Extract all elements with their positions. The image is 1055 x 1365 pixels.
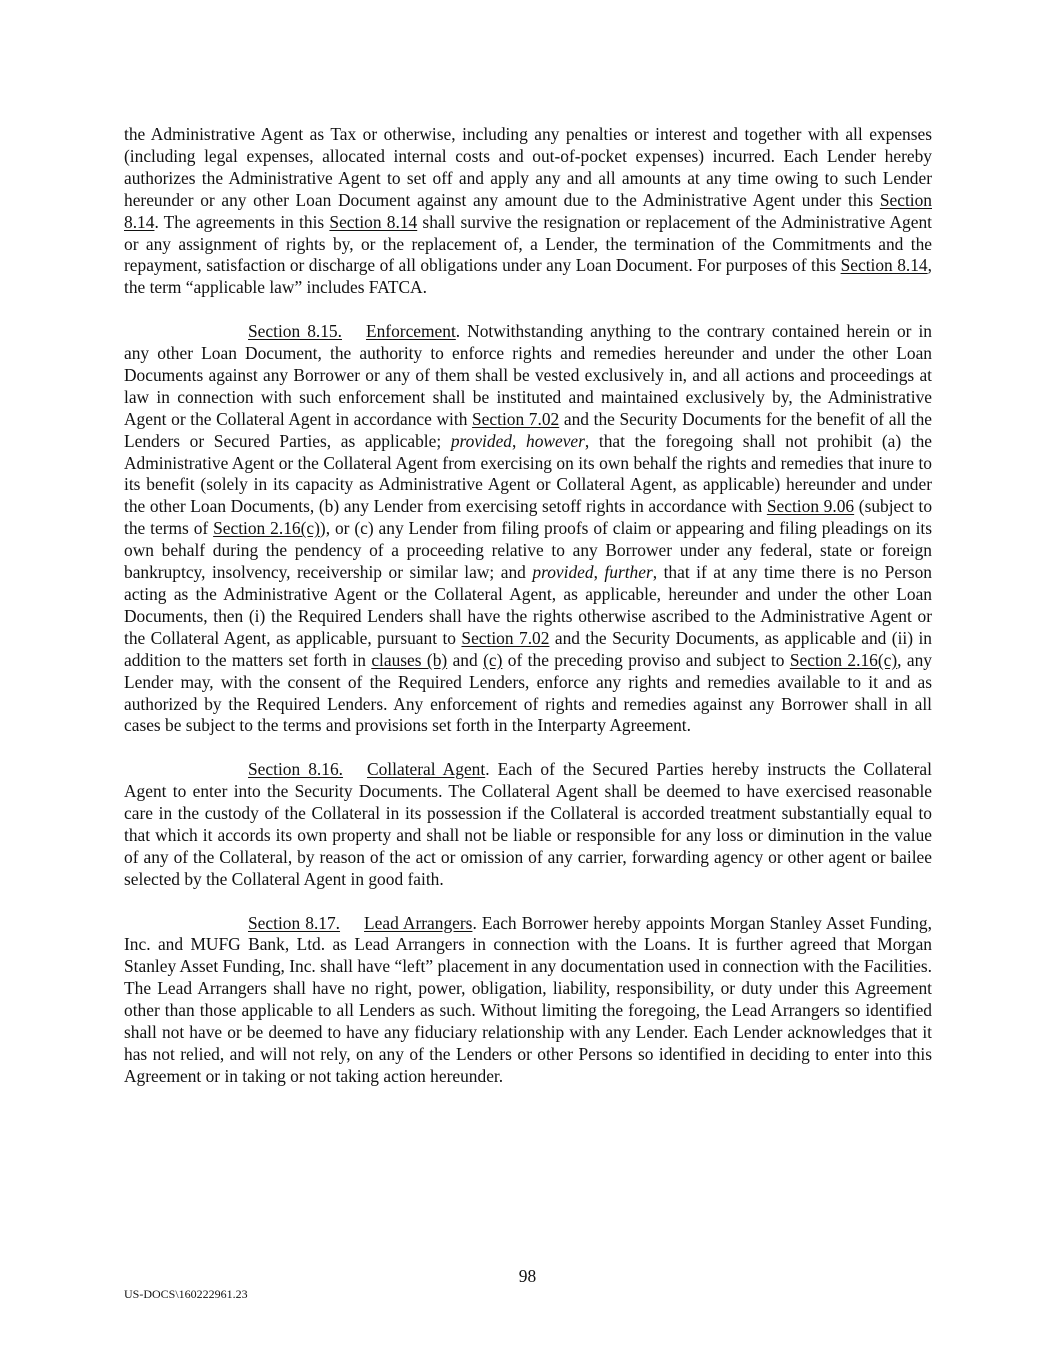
- clause-ref-b[interactable]: clauses (b): [371, 649, 448, 670]
- text: of the preceding proviso and subject to: [502, 649, 790, 670]
- section-number: Section 8.15.: [248, 321, 342, 342]
- page-number: 98: [518, 1266, 537, 1286]
- section-ref-9-06[interactable]: Section 9.06: [766, 496, 855, 517]
- section-8-15: [124, 321, 932, 737]
- section-ref-8-14[interactable]: Section 8.14: [840, 255, 928, 276]
- text: , the term “applicable law” includes FATCA.: [124, 255, 932, 298]
- section-ref-7-02[interactable]: Section 7.02: [461, 627, 550, 648]
- text: . Each Borrower hereby appoints Morgan Stanley Asset Funding, Inc. and MUFG Bank, Ltd. as Lead Arrangers in connection with the Loans. It is further agreed that Morgan Stanley Asset Funding, Inc. shall have “left” placement in any documentation used in connection with the Facilities. The Lead Arrangers shall have no right, power, obligation, liability, responsibility, or duty under this Agreement other than those applicable to all Lenders as such. Without limiting the foregoing, the Lead Arrangers so identified shall not have or be deemed to have any fiduciary relationship with any Lender. Each Lender acknowledges that it has not relied, and will not rely, on any of the Lenders or other Persons so identified in deciding to enter into this Agreement or in taking or not taking action hereunder.: [124, 912, 932, 1086]
- text: . The agreements in this: [154, 211, 330, 232]
- section-heading: Enforcement: [365, 321, 456, 342]
- text: , that if at any time there is no Person acting as the Administrative Agent or the Collateral Agent, as applicable, hereunder and under the other Loan Documents, then (i) the Required Lenders shall have the rights otherwise ascribed to the Administrative Agent or the Collateral Agent, as applicable, pursuant to: [124, 562, 932, 648]
- text: ,: [593, 562, 605, 583]
- section-heading: Collateral Agent: [367, 759, 486, 780]
- text: . Each of the Secured Parties hereby instructs the Collateral Agent to enter into the Security Documents. The Collateral Agent shall be deemed to have exercised reasonable care in the custody of the Collateral in its possession if the Collateral is accorded treatment substantially equal to that which it accords its own property and shall not be liable or responsible for any loss or diminution in the value of any of the Collateral, by reason of the act or omission of any carrier, forwarding agency or other agent or bailee selected by the Collateral Agent in good faith.: [124, 759, 932, 889]
- text: and: [447, 649, 484, 670]
- section-number: Section 8.17.: [248, 912, 341, 933]
- section-8-16: [124, 759, 932, 890]
- text: the Administrative Agent as Tax or otherwise, including any penalties or interest and together with all expenses (including legal expenses, allocated internal costs and out-of-pocket expenses) incurred. Each Lender hereby authorizes the Administrative Agent to set off and apply any and all amounts at any time owing to such Lender hereunder or any other Loan Document against any amount due to the Administrative Agent under this: [124, 124, 932, 210]
- text: ,: [512, 430, 526, 451]
- paragraph-8-14-continuation: [124, 124, 932, 299]
- section-ref-7-02[interactable]: Section 7.02: [472, 408, 560, 429]
- text: and the Security Documents for the benefit of all the Lenders or Secured Parties, as applicable;: [124, 408, 932, 451]
- text: shall survive the resignation or replacement of the Administrative Agent or any assignment of rights by, or the replacement of, a Lender, the termination of the Commitments and the repayment, satisfaction or discharge of all obligations under any Loan Document. For purposes of this: [124, 211, 932, 276]
- text: (subject to the terms of: [124, 496, 933, 539]
- document-body: [124, 124, 932, 1088]
- italic-term: provided: [450, 430, 512, 451]
- section-number: Section 8.16.: [248, 759, 344, 780]
- section-ref-8-14[interactable]: Section 8.14: [124, 189, 932, 232]
- text: ), or (c) any Lender from filing proofs of claim or appearing and filing pleadings on its own behalf during the pendency of a proceeding relative to any Borrower under any federal, state or foreign bankruptcy, insolvency, receivership or similar law; and: [124, 518, 932, 583]
- text: . Notwithstanding anything to the contrary contained herein or in any other Loan Document, the authority to enforce rights and remedies hereunder and under the other Loan Documents against any Borrower or any of them shall be vested exclusively in, and all actions and proceedings at law in connection with such enforcement shall be instituted and maintained exclusively by, the Administrative Agent or the Collateral Agent in accordance with: [124, 321, 933, 429]
- italic-term: however: [526, 430, 585, 451]
- italic-term: further: [604, 562, 653, 583]
- text: and the Security Documents, as applicable and (ii) in addition to the matters set forth in: [124, 627, 932, 670]
- section-ref-2-16-c[interactable]: Section 2.16(c): [789, 649, 898, 670]
- section-ref-8-14[interactable]: Section 8.14: [329, 211, 418, 232]
- document-id: US-DOCS\160222961.23: [124, 1287, 248, 1301]
- section-ref-2-16-c[interactable]: Section 2.16(c): [213, 518, 320, 539]
- italic-term: provided: [532, 562, 594, 583]
- text: , that the foregoing shall not prohibit (a) the Administrative Agent or the Collateral Agent from exercising on its own behalf the rights and remedies that inure to its benefit (solely in its capacity as Administrative Agent or Collateral Agent, as applicable) hereunder and under the other Loan Documents, (b) any Lender from exercising setoff rights in accordance with: [124, 430, 933, 517]
- section-heading: Lead Arrangers: [364, 912, 473, 933]
- text: , any Lender may, with the consent of the Required Lenders, enforce any rights and remedies available to it and as authorized by the Required Lenders. Any enforcement of rights and remedies against any Borrower shall in all cases be subject to the terms and provisions set forth in the Interparty Agreement.: [124, 649, 932, 736]
- clause-ref-c[interactable]: (c): [483, 649, 503, 670]
- section-8-17: [124, 913, 932, 1088]
